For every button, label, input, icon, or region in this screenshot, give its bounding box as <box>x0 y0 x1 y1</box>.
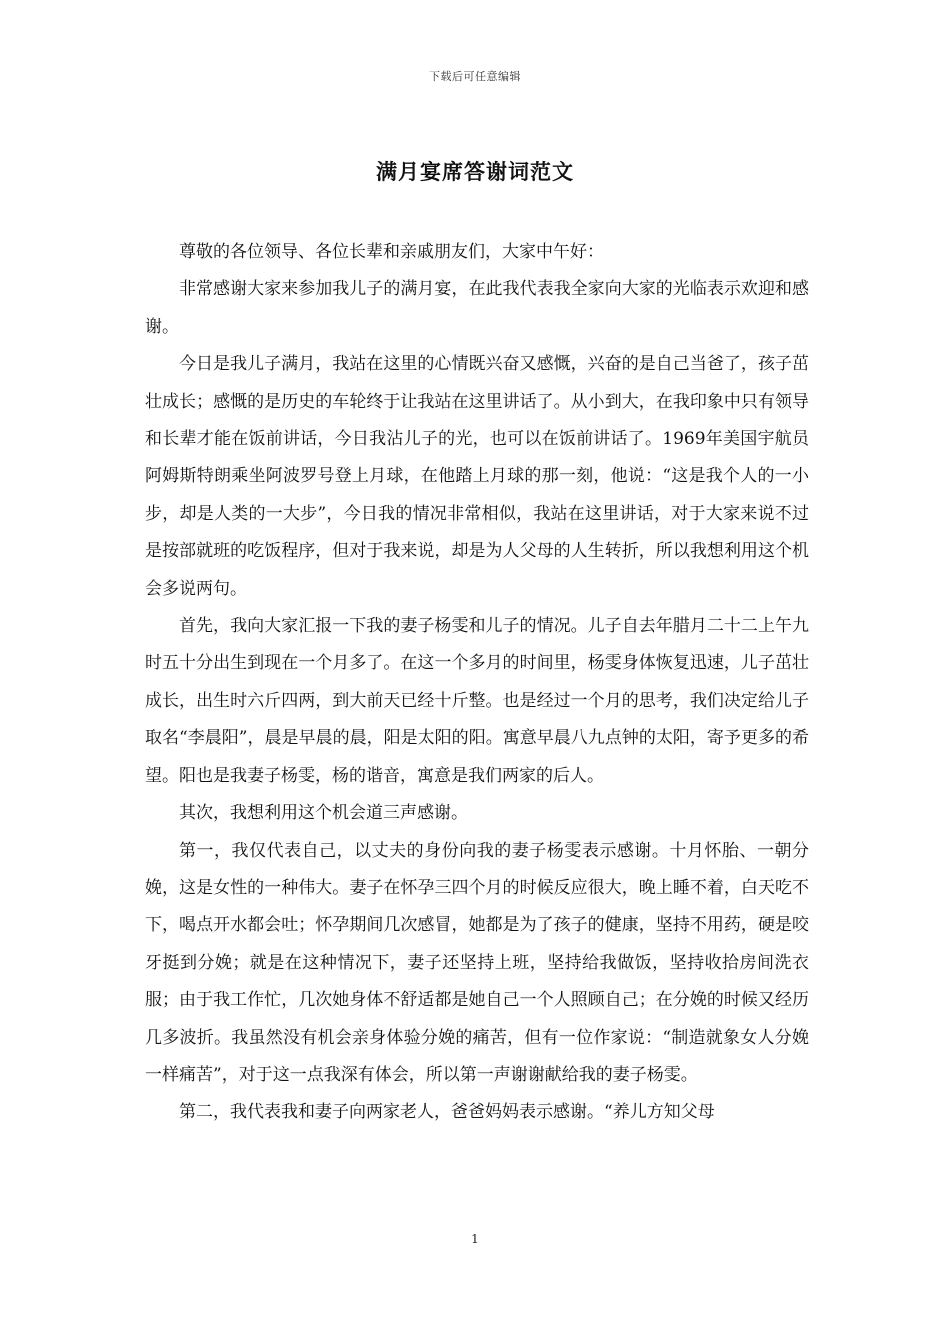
document-body <box>145 234 809 1132</box>
page-number: 1 <box>471 1232 479 1246</box>
paragraph-second-thanks: 第二，我代表我和妻子向两家老人，爸爸妈妈表示感谢。“养儿方知父母 <box>179 1102 715 1123</box>
document-title: 满月宴席答谢词范文 <box>376 159 574 184</box>
paragraph-report: 首先，我向大家汇报一下我的妻子杨雯和儿子的情况。儿子自去年腊月二十二上午九时五十分出生到现在一个月多了。在这一个多月的时间里，杨雯身体恢复迅速，儿子茁壮成长，出生时六斤四两，到大前天已经十斤整。也是经过一个月的思考，我们决定给儿子取名“李晨阳”，晨是早晨的晨，阳是太阳的阳。寓意早晨八九点钟的太阳，寄予更多的希望。阳也是我妻子杨雯，杨的谐音，寓意是我们两家的后人。 <box>145 616 809 786</box>
paragraph-greeting: 尊敬的各位领导、各位长辈和亲戚朋友们，大家中午好： <box>179 242 604 262</box>
paragraph-feelings: 今日是我儿子满月，我站在这里的心情既兴奋又感慨，兴奋的是自己当爸了，孩子茁壮成长；感慨的是历史的车轮终于让我站在这里讲话了。从小到大，在我印象中只有领导和长辈才能在饭前讲话，今日我沾儿子的光，也可以在饭前讲话了。1969年美国宇航员阿姆斯特朗乘坐阿波罗号登上月球，在他踏上月球的那一刻，他说：“这是我个人的一小步，却是人类的一大步”，今日我的情况非常相似，我站在这里讲话，对于大家来说不过是按部就班的吃饭程序，但对于我来说，却是为人父母的人生转折，所以我想利用这个机会多说两句。 <box>145 354 809 599</box>
header-note: 下载后可任意编辑 <box>429 70 521 83</box>
paragraph-three-thanks-intro: 其次，我想利用这个机会道三声感谢。 <box>179 803 468 824</box>
paragraph-thanks: 非常感谢大家来参加我儿子的满月宴，在此我代表我全家向大家的光临表示欢迎和感谢。 <box>145 279 809 337</box>
paragraph-first-thanks: 第一，我仅代表自己，以丈夫的身份向我的妻子杨雯表示感谢。十月怀胎、一朝分娩，这是女性的一种伟大。妻子在怀孕三四个月的时候反应很大，晚上睡不着，白天吃不下，喝点开水都会吐；怀孕期间几次感冒，她都是为了孩子的健康，坚持不用药，硬是咬牙挺到分娩；就是在这种情况下，妻子还坚持上班，坚持给我做饭，坚持收拾房间洗衣服；由于我工作忙，几次她身体不舒适都是她自己一个人照顾自己；在分娩的时候又经历几多波折。我虽然没有机会亲身体验分娩的痛苦，但有一位作家说：“制造就象女人分娩一样痛苦”，对于这一点我深有体会，所以第一声谢谢献给我的妻子杨雯。 <box>145 840 809 1085</box>
